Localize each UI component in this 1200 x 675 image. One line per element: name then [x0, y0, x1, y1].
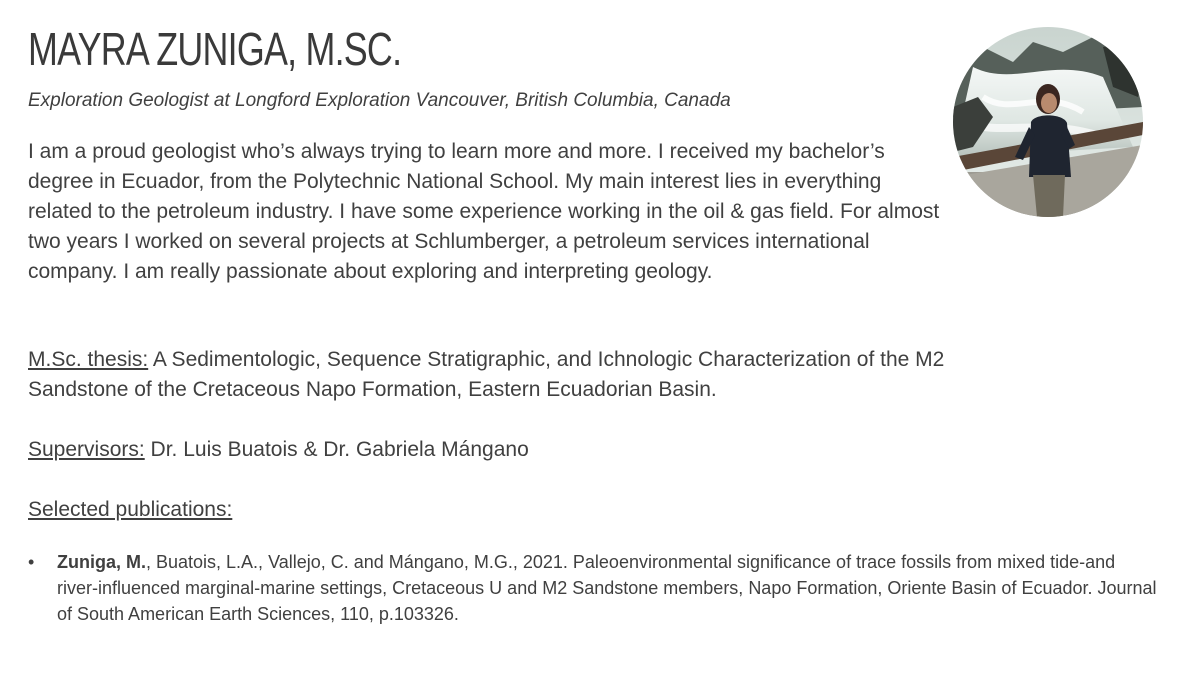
bio-paragraph: I am a proud geologist who’s always trying to learn more and more. I received my bachelor’s degree in Ecuador, from the Polytechnic National School. My main interest lies in everything related to the petroleum industry. I have some experience working in the oil & gas field. For almost two years I worked on several projects at Schlumberger, a petroleum services international company. I am really passionate about exploring and interpreting geology.: [28, 140, 940, 283]
job-title: Exploration Geologist at Longford Exploration Vancouver, British Columbia, Canada: [28, 90, 731, 111]
thesis-text: A Sedimentologic, Sequence Stratigraphic, and Ichnologic Characterization of the M2 Sandstone of the Cretaceous Napo Formation, Eastern Ecuadorian Basin.: [28, 348, 945, 401]
thesis-section: [28, 345, 958, 405]
supervisors-label: Supervisors:: [28, 438, 145, 461]
page-title: MAYRA ZUNIGA, M.SC.: [28, 23, 402, 75]
publication-author-bold: Zuniga, M.: [57, 552, 146, 572]
profile-photo-image: [953, 27, 1143, 217]
publications-heading: [28, 495, 958, 525]
publications-label: Selected publications:: [28, 498, 233, 521]
supervisors-text: Dr. Luis Buatois & Dr. Gabriela Mángano: [144, 438, 529, 461]
publication-text: , Buatois, L.A., Vallejo, C. and Mángano, M.G., 2021. Paleoenvironmental significance of trace fossils from mixed tide-and river-influenced marginal-marine settings, Cretaceous U and M2 Sandstone members, Napo Formation, Oriente Basin of Ecuador. Journal of South American Earth Sciences, 110, p.103326.: [57, 552, 1157, 624]
profile-photo: [953, 27, 1143, 217]
list-item: [28, 549, 1158, 627]
publications-list: [28, 549, 1158, 627]
bullet: •: [28, 552, 35, 572]
supervisors-section: [28, 435, 958, 465]
thesis-label: M.Sc. thesis:: [28, 348, 149, 371]
